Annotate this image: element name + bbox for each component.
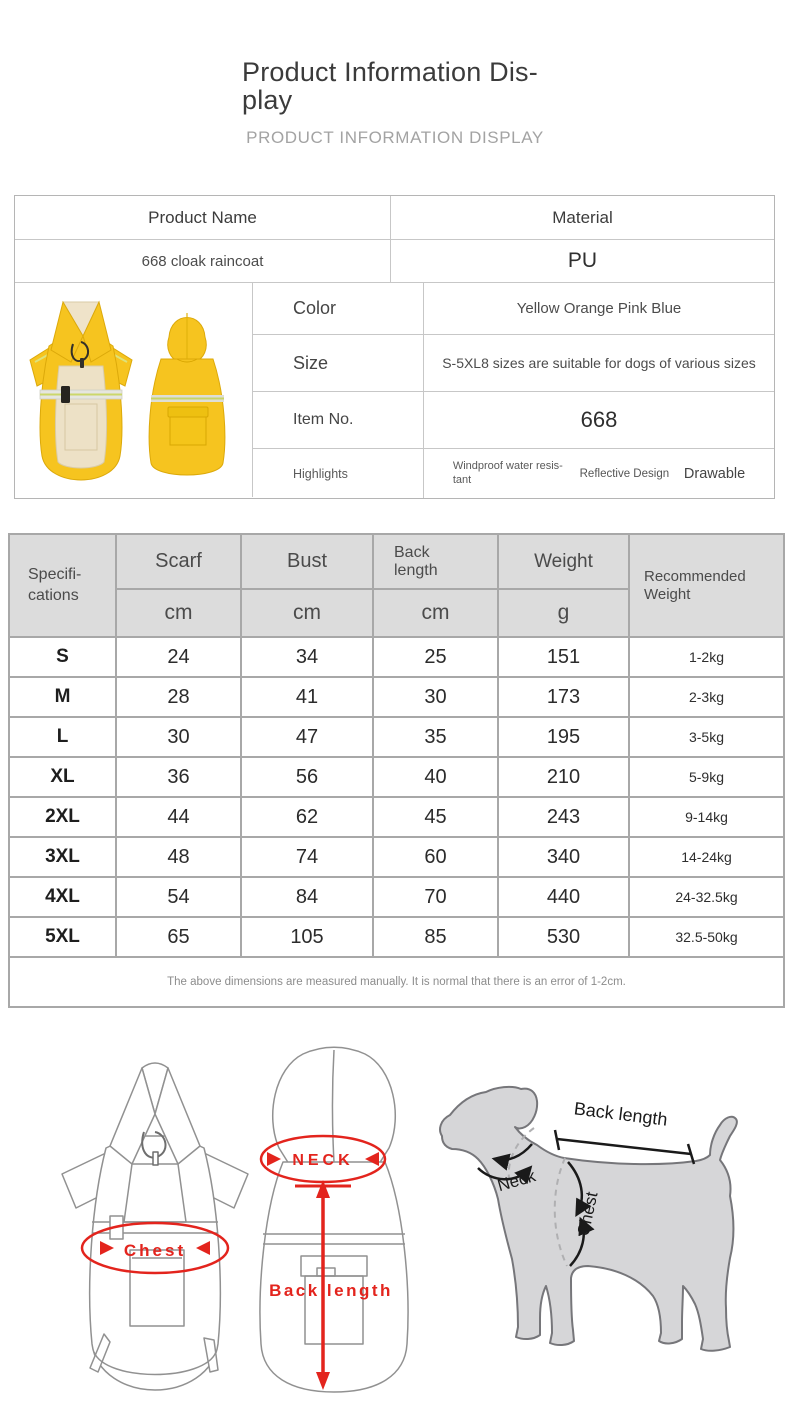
bust-header: Bust (241, 534, 373, 589)
size-spec-table (8, 533, 785, 1008)
bust-cell: 56 (241, 757, 373, 797)
info-header-row (15, 196, 774, 240)
weight-cell: 173 (498, 677, 629, 717)
scarf-cell: 24 (116, 637, 241, 677)
weight-header: Weight (498, 534, 629, 589)
right-arrow-icon (267, 1152, 281, 1166)
bust-cell: 62 (241, 797, 373, 837)
size-table-row (9, 917, 784, 957)
scarf-cell: 65 (116, 917, 241, 957)
page-title-line2: play (242, 85, 293, 115)
raincoat-back-diagram (243, 1046, 425, 1398)
bust-cell: 47 (241, 717, 373, 757)
bust-cell: 84 (241, 877, 373, 917)
size-label-cell: 5XL (9, 917, 116, 957)
weight-unit: g (498, 589, 629, 637)
bust-cell: 105 (241, 917, 373, 957)
recommended-weight-header: Recommended Weight (629, 534, 784, 637)
material-value: PU (567, 249, 598, 272)
item-no-row (253, 392, 774, 449)
size-label: Size (253, 335, 424, 391)
back-length-label: Back length (269, 1281, 393, 1300)
back-length-cell: 30 (373, 677, 498, 717)
recommended-cell: 9-14kg (629, 797, 784, 837)
size-row (253, 335, 774, 392)
scarf-header: Scarf (116, 534, 241, 589)
weight-cell: 440 (498, 877, 629, 917)
info-value-row (15, 240, 774, 283)
measurement-note: The above dimensions are measured manually. It is normal that there is an error of 1-2cm. (9, 957, 784, 1007)
material-header: Material (552, 207, 613, 227)
weight-cell: 210 (498, 757, 629, 797)
size-table-row (9, 717, 784, 757)
size-label-cell: M (9, 677, 116, 717)
color-row (253, 283, 774, 335)
weight-cell: 340 (498, 837, 629, 877)
page-title-line1: Product Information Dis- (242, 57, 538, 87)
back-length-cell: 45 (373, 797, 498, 837)
recommended-cell: 14-24kg (629, 837, 784, 877)
item-no-value: 668 (580, 407, 618, 432)
bust-cell: 74 (241, 837, 373, 877)
page-subtitle: PRODUCT INFORMATION DISPLAY (246, 128, 544, 147)
front-chest-label: Chest (123, 1241, 187, 1260)
dog-neck-label: Neck (495, 1166, 538, 1196)
weight-cell: 151 (498, 637, 629, 677)
highlights-label: Highlights (253, 449, 424, 498)
weight-cell: 530 (498, 917, 629, 957)
raincoat-back-photo (139, 299, 235, 485)
weight-cell: 195 (498, 717, 629, 757)
back-length-cell: 70 (373, 877, 498, 917)
back-length-cell: 35 (373, 717, 498, 757)
scarf-cell: 44 (116, 797, 241, 837)
size-table-row (9, 877, 784, 917)
size-table-row (9, 797, 784, 837)
bust-cell: 34 (241, 637, 373, 677)
size-table-row (9, 757, 784, 797)
scarf-cell: 28 (116, 677, 241, 717)
bust-unit: cm (241, 589, 373, 637)
item-no-label: Item No. (253, 392, 424, 448)
color-label: Color (253, 283, 424, 334)
recommended-cell: 24-32.5kg (629, 877, 784, 917)
product-name-value: 668 cloak raincoat (15, 240, 391, 282)
recommended-cell: 5-9kg (629, 757, 784, 797)
size-label-cell: XL (9, 757, 116, 797)
page-title (242, 58, 542, 114)
product-photos (15, 283, 253, 497)
raincoat-front-photo (25, 292, 137, 488)
raincoat-front-diagram (46, 1052, 264, 1397)
bust-cell: 41 (241, 677, 373, 717)
back-length-unit: cm (373, 589, 498, 637)
back-length-cell: 40 (373, 757, 498, 797)
product-info-table (14, 195, 775, 499)
size-table-row (9, 677, 784, 717)
scarf-cell: 30 (116, 717, 241, 757)
size-table-row (9, 837, 784, 877)
dog-back-length-label: Back length (572, 1098, 669, 1130)
highlight-drawable: Drawable (683, 465, 746, 482)
scarf-cell: 48 (116, 837, 241, 877)
size-label-cell: S (9, 637, 116, 677)
weight-cell: 243 (498, 797, 629, 837)
note-row (9, 957, 784, 1007)
back-length-cell: 25 (373, 637, 498, 677)
size-table-header (9, 534, 784, 637)
highlights-row (253, 449, 774, 498)
scarf-cell: 54 (116, 877, 241, 917)
back-length-header: Back length (373, 534, 498, 589)
size-table-body (9, 637, 784, 957)
product-name-header: Product Name (15, 196, 391, 239)
size-label-cell: 4XL (9, 877, 116, 917)
scarf-unit: cm (116, 589, 241, 637)
dog-measurement-diagram (420, 1068, 780, 1393)
recommended-cell: 32.5-50kg (629, 917, 784, 957)
info-detail-rows (253, 283, 774, 498)
size-label-cell: 3XL (9, 837, 116, 877)
back-length-cell: 85 (373, 917, 498, 957)
recommended-cell: 3-5kg (629, 717, 784, 757)
info-lower-section (15, 283, 774, 498)
size-table-row (9, 637, 784, 677)
highlight-reflective: Reflective Design (579, 467, 670, 480)
back-length-cell: 60 (373, 837, 498, 877)
dog-chest-label: Chest (573, 1190, 602, 1238)
highlight-windproof: Windproof water resis-tant (452, 459, 563, 486)
size-label-cell: L (9, 717, 116, 757)
specifications-header: Specifi-cations (9, 534, 116, 637)
scarf-cell: 36 (116, 757, 241, 797)
recommended-cell: 1-2kg (629, 637, 784, 677)
size-label-cell: 2XL (9, 797, 116, 837)
back-neck-label: NECK (292, 1152, 354, 1169)
size-value: S-5XL8 sizes are suitable for dogs of various sizes (442, 355, 756, 371)
recommended-cell: 2-3kg (629, 677, 784, 717)
color-value: Yellow Orange Pink Blue (516, 300, 682, 317)
highlights-values (424, 449, 774, 498)
